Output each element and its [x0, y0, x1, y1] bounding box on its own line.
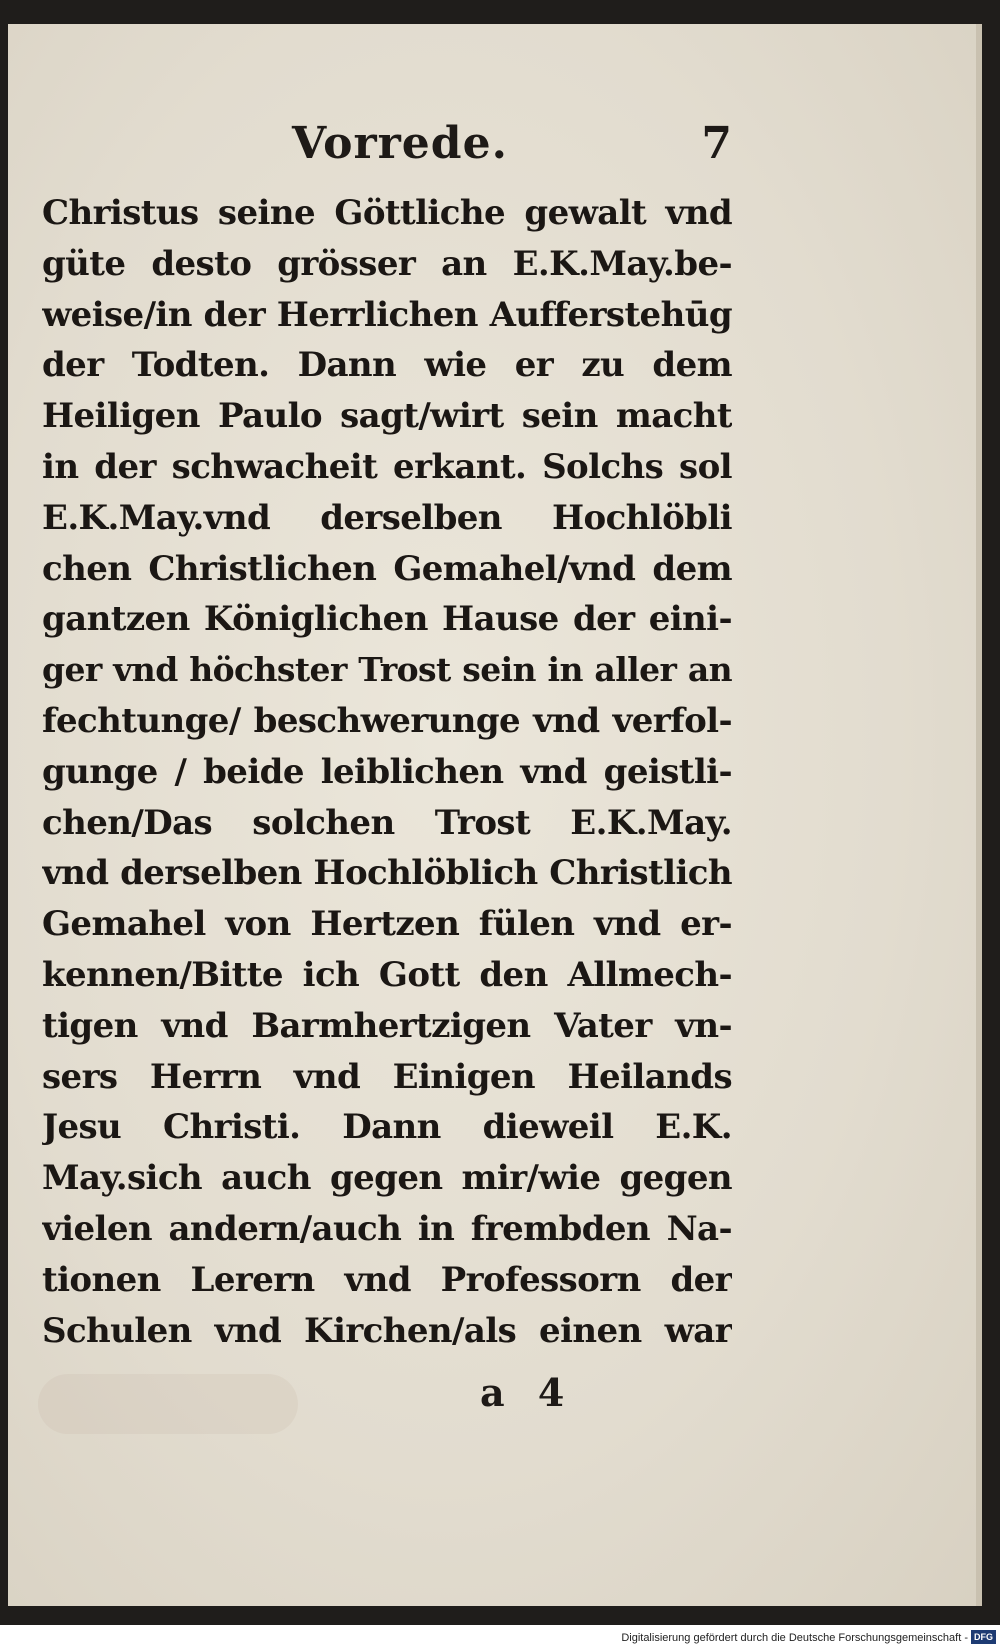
text-line: fechtunge/ beschwerunge vnd verfol-	[42, 700, 732, 741]
paper-stain	[38, 1374, 298, 1434]
text-line: gantzen Königlichen Hause der eini-	[42, 599, 732, 640]
page-number: 7	[701, 118, 732, 169]
text-line: weise/in der Herrlichen Aufferstehūg	[42, 294, 732, 335]
text-line: der Todten. Dann wie er zu dem	[42, 345, 732, 386]
text-line: tigen vnd Barmhertzigen Vater vn-	[42, 1005, 732, 1046]
body-text	[42, 188, 732, 1356]
text-line: chen Christlichen Gemahel/vnd dem	[42, 548, 732, 589]
text-line: kennen/Bitte ich Gott den Allmech-	[42, 954, 732, 995]
text-line: Schulen vnd Kirchen/als einen war	[42, 1310, 732, 1351]
signature-mark: a 4	[480, 1370, 565, 1415]
text-line: May.sich auch gegen mir/wie gegen	[42, 1158, 732, 1199]
text-line: ger vnd höchster Trost sein in aller an	[42, 650, 732, 690]
page-header	[42, 118, 732, 178]
text-line: vnd derselben Hochlöblich Christlich	[42, 853, 732, 894]
dfg-logo-icon: DFG	[971, 1630, 996, 1644]
text-line: tionen Lerern vnd Professorn der	[42, 1259, 732, 1300]
text-line: Jesu Christi. Dann dieweil E.K.	[42, 1107, 732, 1148]
text-line: Christus seine Göttliche gewalt vnd	[42, 193, 732, 233]
text-line: güte desto grösser an E.K.May.be-	[42, 243, 732, 284]
text-line: in der schwacheit erkant. Solchs sol	[42, 446, 732, 487]
footer-bar	[0, 1625, 1000, 1647]
text-line: Heiligen Paulo sagt/wirt sein macht	[42, 396, 732, 437]
running-head: Vorrede.	[292, 118, 508, 169]
text-line: sers Herrn vnd Einigen Heilands	[42, 1056, 732, 1097]
funding-credit: Digitalisierung gefördert durch die Deutsche Forschungsgemeinschaft -	[621, 1632, 968, 1644]
text-line: chen/Das solchen Trost E.K.May.	[42, 802, 732, 843]
text-line: Gemahel von Hertzen fülen vnd er-	[42, 904, 732, 945]
text-line: gunge / beide leiblichen vnd geistli-	[42, 751, 732, 792]
text-line: E.K.May.vnd derselben Hochlöbli	[42, 497, 732, 538]
text-line: vielen andern/auch in frembden Na-	[42, 1208, 732, 1249]
